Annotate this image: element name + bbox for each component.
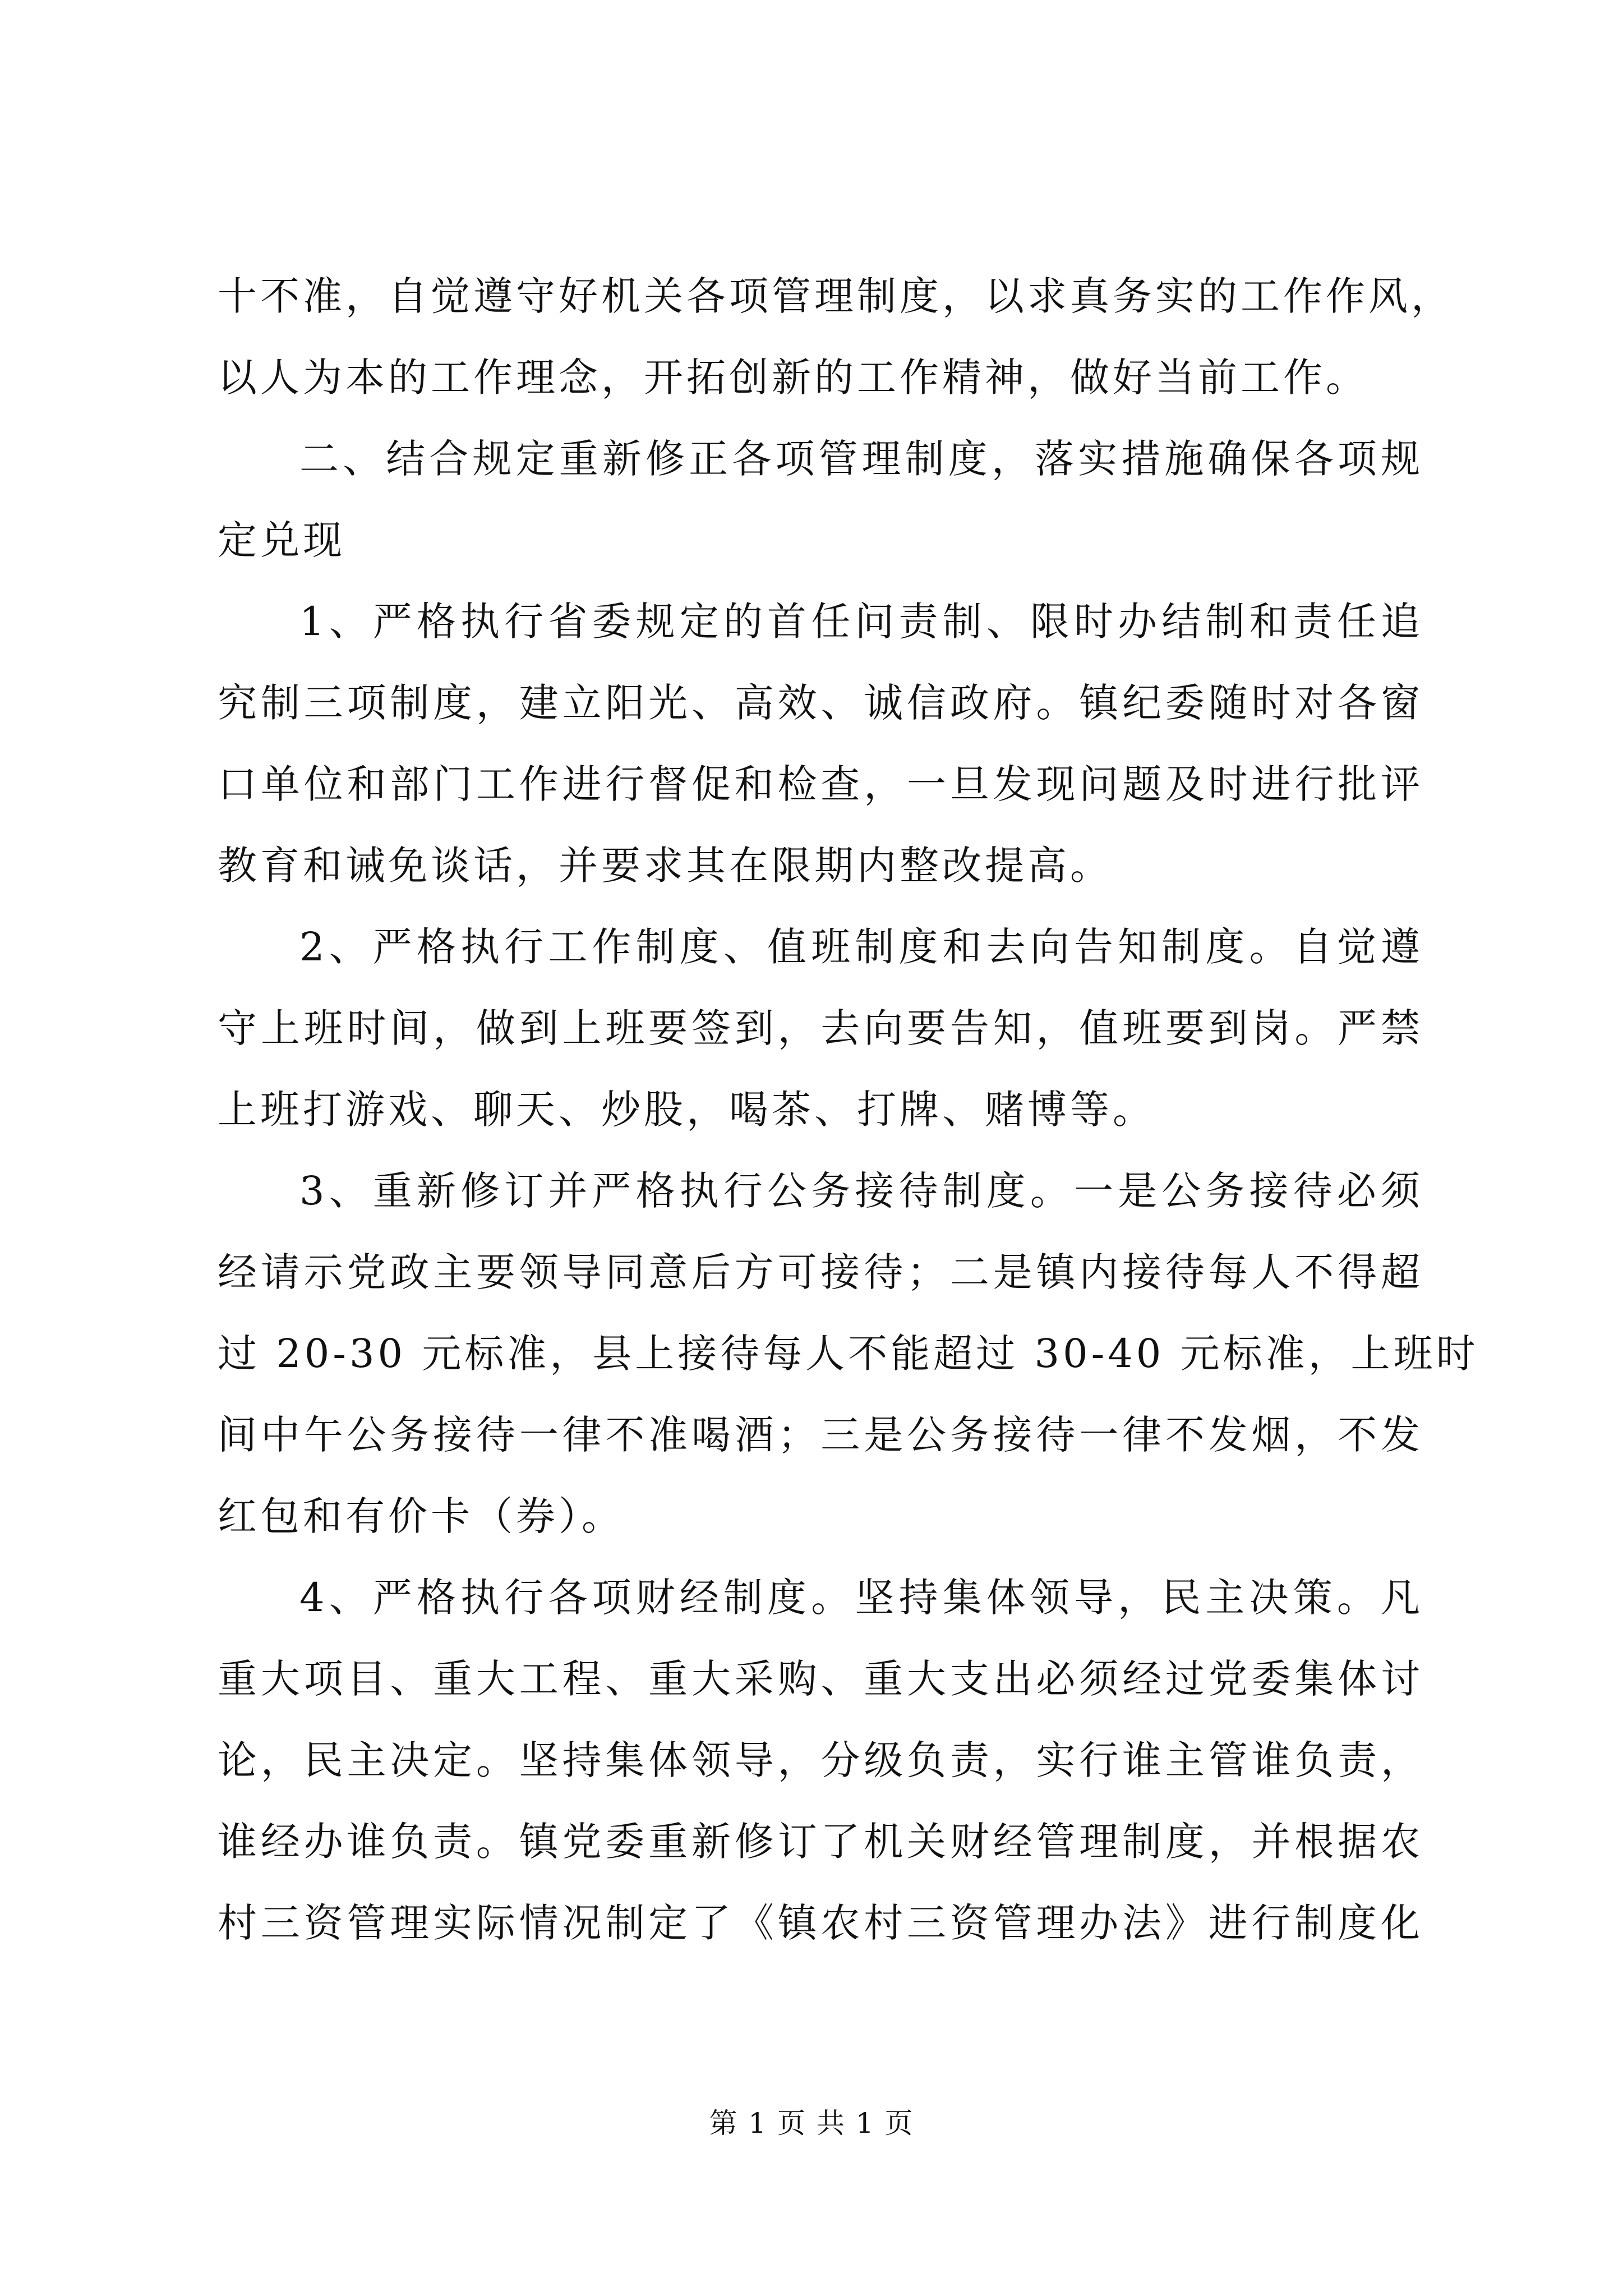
item-1-line-3: 口单位和部门工作进行督促和检查，一旦发现问题及时进行批评 bbox=[218, 761, 1423, 807]
text-line-1: 十不准，自觉遵守好机关各项管理制度，以求真务实的工作作风， bbox=[218, 273, 1454, 319]
page-number-footer: 第 1 页 共 1 页 bbox=[709, 2107, 914, 2139]
item-1-line-4: 教育和诫免谈话，并要求其在限期内整改提高。 bbox=[218, 843, 1113, 889]
item-2-line-3: 上班打游戏、聊天、炒股，喝茶、打牌、赌博等。 bbox=[218, 1087, 1155, 1133]
item-1-line-2: 究制三项制度，建立阳光、高效、诚信政府。镇纪委随时对各窗 bbox=[218, 680, 1423, 726]
item-2-line-2: 守上班时间，做到上班要签到，去向要告知，值班要到岗。严禁 bbox=[218, 1005, 1423, 1051]
item-4-line-5: 村三资管理实际情况制定了《镇农村三资管理办法》进行制度化 bbox=[218, 1900, 1423, 1946]
item-4-line-2: 重大项目、重大工程、重大采购、重大支出必须经过党委集体讨 bbox=[218, 1656, 1423, 1702]
text-line-2: 以人为本的工作理念，开拓创新的工作精神，做好当前工作。 bbox=[218, 355, 1368, 401]
item-3-line-1: 3、重新修订并严格执行公务接待制度。一是公务接待必须 bbox=[299, 1168, 1423, 1214]
item-3-line-5: 红包和有价卡（券）。 bbox=[218, 1493, 624, 1539]
item-2-line-1: 2、严格执行工作制度、值班制度和去向告知制度。自觉遵 bbox=[299, 924, 1423, 970]
section-heading-line-2: 定兑现 bbox=[218, 517, 345, 563]
item-4-line-1: 4、严格执行各项财经制度。坚持集体领导，民主决策。凡 bbox=[299, 1575, 1423, 1621]
section-heading-line-1: 二、结合规定重新修正各项管理制度，落实措施确保各项规 bbox=[299, 436, 1423, 482]
item-3-line-4: 间中午公务接待一律不准喝酒；三是公务接待一律不发烟，不发 bbox=[218, 1412, 1423, 1458]
item-4-line-4: 谁经办谁负责。镇党委重新修订了机关财经管理制度，并根据农 bbox=[218, 1819, 1423, 1865]
item-3-line-3: 过 20-30 元标准，县上接待每人不能超过 30-40 元标准，上班时 bbox=[218, 1331, 1479, 1377]
item-4-line-3: 论，民主决定。坚持集体领导，分级负责，实行谁主管谁负责， bbox=[218, 1737, 1423, 1783]
item-3-line-2: 经请示党政主要领导同意后方可接待；二是镇内接待每人不得超 bbox=[218, 1249, 1423, 1295]
item-1-line-1: 1、严格执行省委规定的首任问责制、限时办结制和责任追 bbox=[299, 599, 1423, 645]
